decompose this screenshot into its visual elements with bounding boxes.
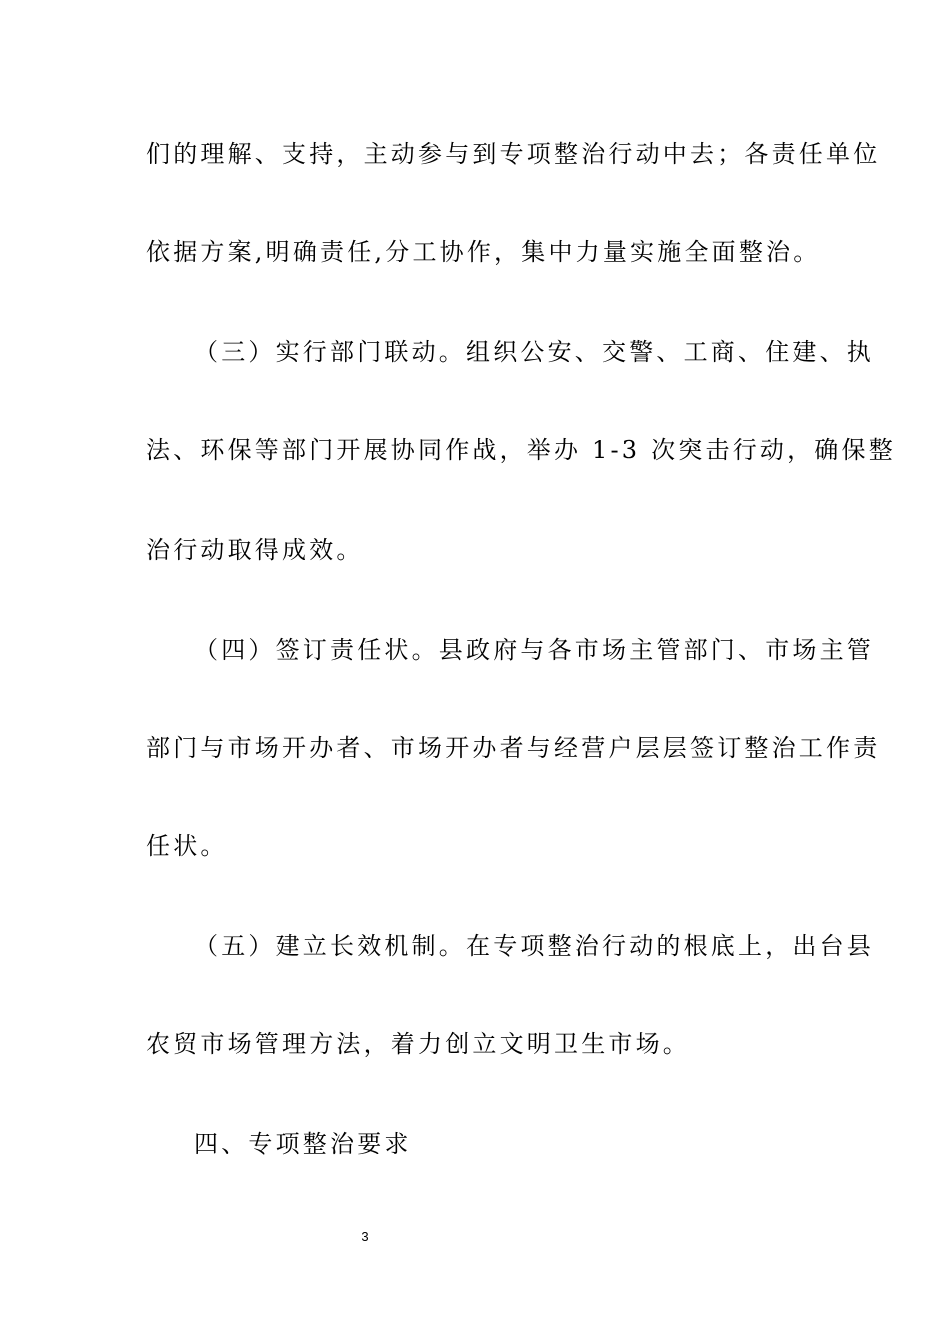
paragraph-heading-line: （三）实行部门联动。组织公安、交警、工商、住建、执 — [194, 338, 874, 366]
paragraph-heading-line: （四）签订责任状。县政府与各市场主管部门、市场主管 — [194, 636, 874, 664]
section-heading: 四、专项整治要求 — [194, 1130, 412, 1158]
text-line: 依据方案,明确责任,分工协作，集中力量实施全面整治。 — [146, 238, 821, 266]
text-line: 任状。 — [146, 832, 228, 860]
text-line: 部门与市场开办者、市场开办者与经营户层层签订整治工作责 — [146, 734, 881, 762]
text-line: 农贸市场管理方法，着力创立文明卫生市场。 — [146, 1030, 690, 1058]
text-line: 治行动取得成效。 — [146, 536, 364, 564]
paragraph-heading-line: （五）建立长效机制。在专项整治行动的根底上，出台县 — [194, 932, 874, 960]
text-line: 法、环保等部门开展协同作战，举办 1-3 次突击行动，确保整 — [146, 436, 896, 464]
page-number: 3 — [361, 1229, 369, 1244]
text-line: 们的理解、支持，主动参与到专项整治行动中去；各责任单位 — [146, 140, 881, 168]
